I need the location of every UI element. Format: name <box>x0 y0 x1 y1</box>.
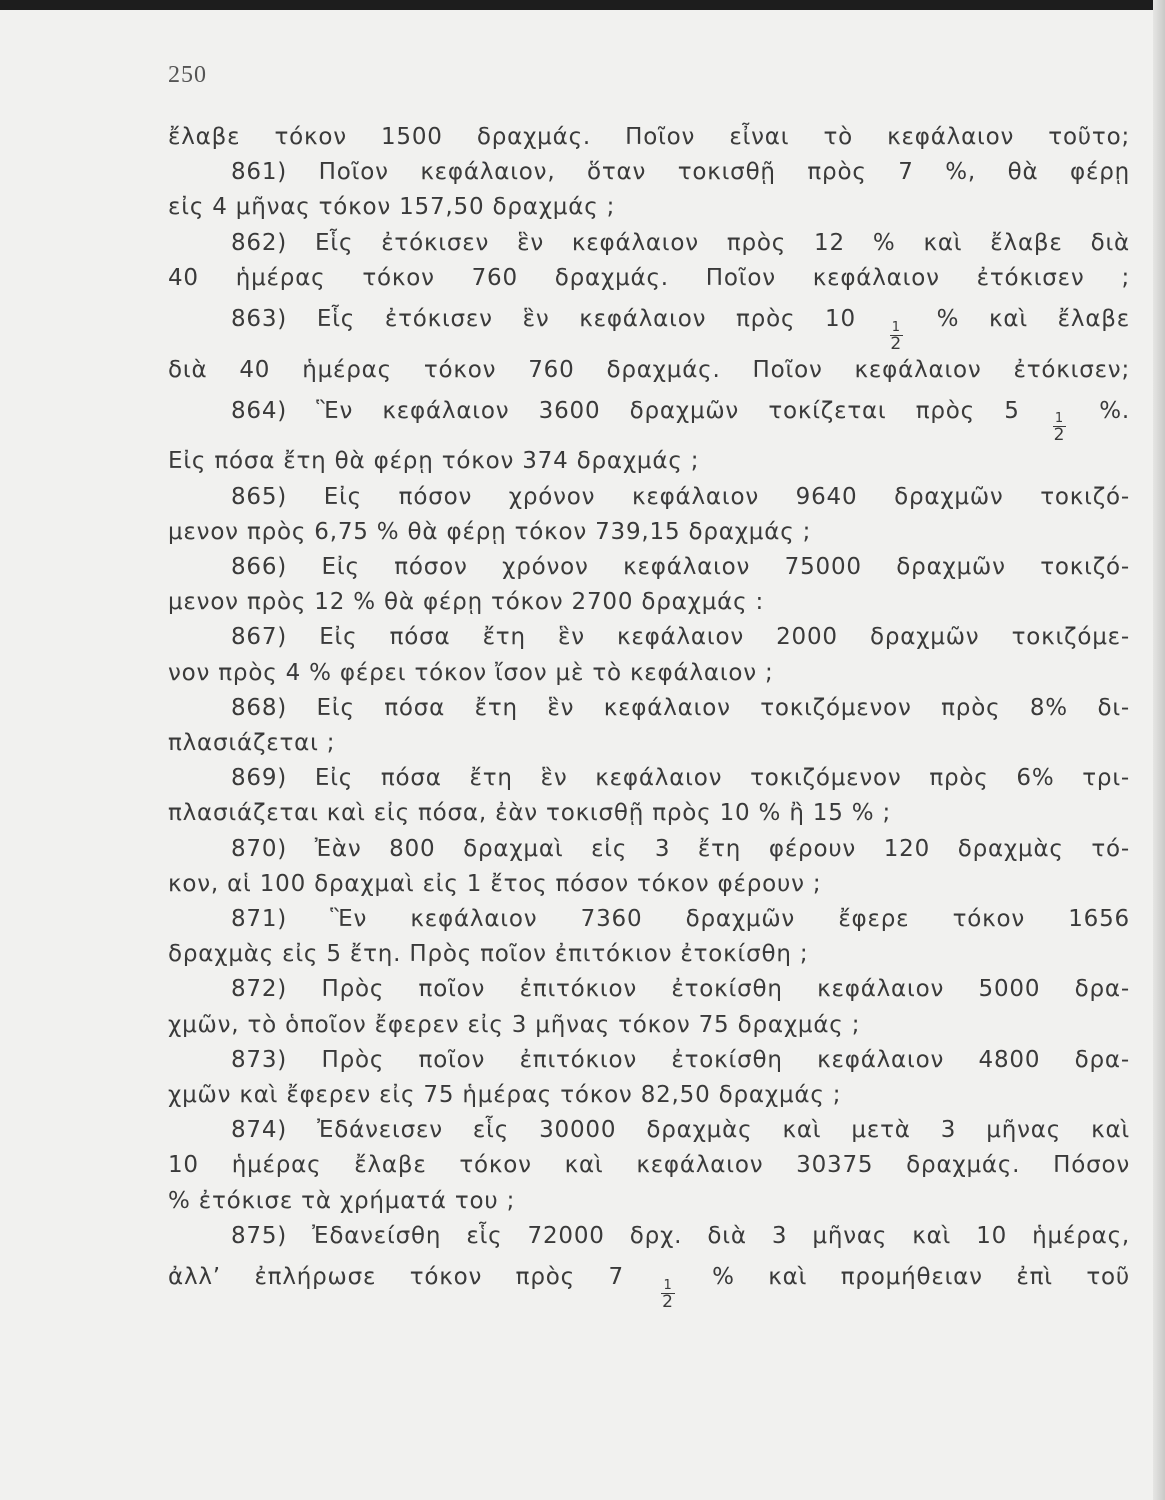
problem-875 <box>168 1219 1130 1311</box>
problem-865 <box>168 480 1130 550</box>
problem-line: % ἐτόκισε τὰ χρήματά του ; <box>168 1187 516 1214</box>
problem-line: 861) Ποῖον κεφάλαιον, ὅταν τοκισθῇ πρὸς 7 %, θὰ φέρῃ <box>231 159 1130 186</box>
problem-870 <box>168 832 1130 902</box>
problem-text: 863) Εἷς ἐτόκισεν ἓν κεφάλαιον πρὸς 10 <box>231 306 856 333</box>
fraction-numerator: 1 <box>891 319 901 335</box>
problem-line: δραχμὰς εἰς 5 ἔτη. Πρὸς ποῖον ἐπιτόκιον ἐτοκίσθη ; <box>168 941 809 968</box>
problem-line: 865) Εἰς πόσον χρόνον κεφάλαιον 9640 δραχμῶν τοκιζό- <box>231 483 1130 510</box>
problem-line: 875) Ἐδανείσθη εἷς 72000 δρχ. διὰ 3 μῆνας καὶ 10 ἡμέρας, <box>231 1222 1130 1249</box>
problem-line <box>168 1254 1130 1311</box>
problem-873 <box>168 1043 1130 1113</box>
problem-line: 867) Εἰς πόσα ἔτη ἓν κεφάλαιον 2000 δραχμῶν τοκιζόμε- <box>231 624 1130 651</box>
problem-871 <box>168 902 1130 972</box>
problem-line: 871) Ἓν κεφάλαιον 7360 δραχμῶν ἔφερε τόκον 1656 <box>231 905 1130 932</box>
problem-line: χμῶν, τὸ ὁποῖον ἔφερεν εἰς 3 μῆνας τόκον 75 δραχμάς ; <box>168 1011 861 1038</box>
problem-867 <box>168 620 1130 690</box>
continuation-line: ἔλαβε τόκον 1500 δραχμάς. Ποῖον εἶναι τὸ κεφάλαιον τοῦτο; <box>168 124 1130 150</box>
problem-line: διὰ 40 ἡμέρας τόκον 760 δραχμάς. Ποῖον κεφάλαιον ἐτόκισεν; <box>168 356 1130 383</box>
problem-text: %. <box>1099 397 1130 424</box>
fraction-denominator: 2 <box>1053 425 1066 446</box>
problem-line: 866) Εἰς πόσον χρόνον κεφάλαιον 75000 δραχμῶν τοκιζό- <box>231 553 1130 580</box>
problem-line: 868) Εἰς πόσα ἔτη ἓν κεφάλαιον τοκιζόμενον πρὸς 8% δι- <box>231 694 1130 721</box>
problem-line: 10 ἡμέρας ἔλαβε τόκον καὶ κεφάλαιον 30375 δραχμάς. Πόσον <box>168 1152 1130 1179</box>
fraction-one-half <box>890 321 903 353</box>
problem-869 <box>168 761 1130 831</box>
problem-text: % καὶ προμήθειαν ἐπὶ τοῦ <box>712 1263 1130 1290</box>
problem-line: εἰς 4 μῆνας τόκον 157,50 δραχμάς ; <box>168 194 616 221</box>
problem-868 <box>168 691 1130 761</box>
problem-861 <box>168 155 1130 225</box>
problem-line: 874) Ἐδάνεισεν εἷς 30000 δραχμὰς καὶ μετὰ 3 μῆνας καὶ <box>231 1117 1130 1144</box>
problem-866 <box>168 550 1130 620</box>
fraction-numerator: 1 <box>663 1277 673 1293</box>
problem-line: 873) Πρὸς ποῖον ἐπιτόκιον ἐτοκίσθη κεφάλαιον 4800 δρα- <box>231 1046 1130 1073</box>
problem-line: Εἰς πόσα ἔτη θὰ φέρῃ τόκον 374 δραχμάς ; <box>168 448 700 475</box>
problem-863 <box>168 296 1130 388</box>
problem-line: πλασιάζεται καὶ εἰς πόσα, ἐὰν τοκισθῇ πρὸς 10 % ἢ 15 % ; <box>168 800 892 827</box>
problem-line: νον πρὸς 4 % φέρει τόκον ἴσον μὲ τὸ κεφάλαιον ; <box>168 659 774 686</box>
problem-line: χμῶν καὶ ἔφερεν εἰς 75 ἡμέρας τόκον 82,50 δραχμάς ; <box>168 1081 842 1108</box>
problem-872 <box>168 972 1130 1042</box>
problem-text: 864) Ἓν κεφάλαιον 3600 δραχμῶν τοκίζεται πρὸς 5 <box>231 397 1020 424</box>
fraction-denominator: 2 <box>662 1291 674 1312</box>
problem-line: πλασιάζεται ; <box>168 729 336 756</box>
problem-line: 862) Εἷς ἐτόκισεν ἓν κεφάλαιον πρὸς 12 % καὶ ἔλαβε διὰ <box>231 229 1130 256</box>
problem-line: 869) Εἰς πόσα ἔτη ἓν κεφάλαιον τοκιζόμενον πρὸς 6% τρι- <box>231 765 1130 792</box>
problem-line <box>168 296 1130 353</box>
problem-text: % καὶ ἔλαβε <box>936 306 1130 333</box>
fraction-one-half <box>661 1279 674 1311</box>
top-border <box>0 0 1165 10</box>
problem-line: μενον πρὸς 12 % θὰ φέρῃ τόκον 2700 δραχμάς : <box>168 589 765 616</box>
page-edge-shadow <box>1153 0 1165 1500</box>
problem-line: 872) Πρὸς ποῖον ἐπιτόκιον ἐτοκίσθη κεφάλαιον 5000 δρα- <box>231 976 1130 1003</box>
page-number: 250 <box>168 62 207 88</box>
problem-line: μενον πρὸς 6,75 % θὰ φέρῃ τόκον 739,15 δραχμάς ; <box>168 518 812 545</box>
problem-line: 870) Ἐὰν 800 δραχμαὶ εἰς 3 ἔτη φέρουν 120 δραχμὰς τό- <box>231 835 1130 862</box>
page-body <box>168 120 1130 1311</box>
problem-874 <box>168 1113 1130 1219</box>
fraction-denominator: 2 <box>890 333 903 354</box>
fraction-one-half <box>1053 412 1066 444</box>
problem-line: κον, αἱ 100 δραχμαὶ εἰς 1 ἔτος πόσον τόκον φέρουν ; <box>168 870 822 897</box>
problem-line <box>168 388 1130 445</box>
problem-864 <box>168 388 1130 480</box>
problem-line: 40 ἡμέρας τόκον 760 δραχμάς. Ποῖον κεφάλαιον ἐτόκισεν ; <box>168 264 1130 291</box>
fraction-numerator: 1 <box>1054 411 1064 427</box>
problem-862 <box>168 226 1130 296</box>
problem-text: ἀλλ’ ἐπλήρωσε τόκον πρὸς 7 <box>168 1263 624 1290</box>
